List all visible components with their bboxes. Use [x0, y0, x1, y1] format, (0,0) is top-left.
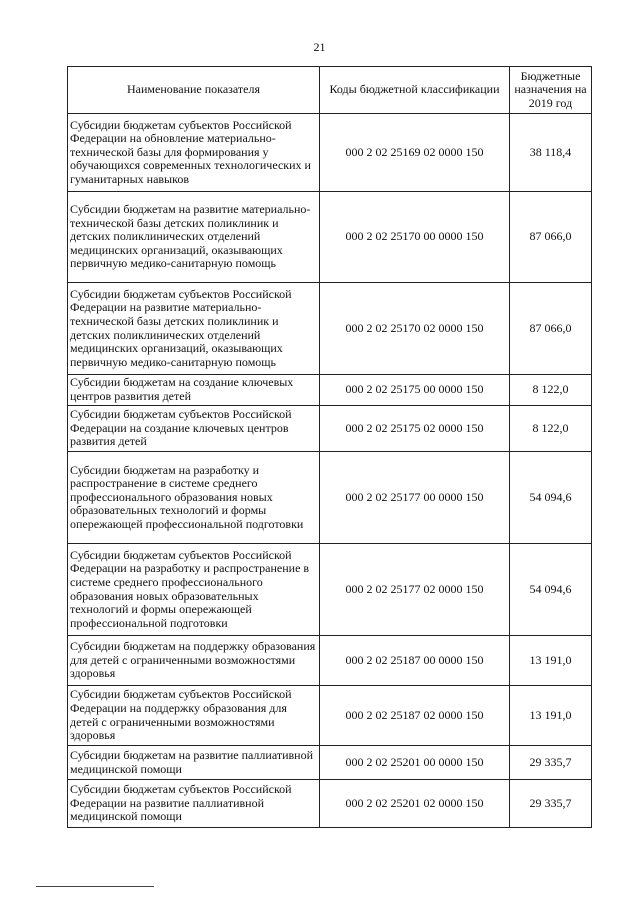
row-code: 000 2 02 25170 02 0000 150: [320, 283, 510, 375]
row-amount: 38 118,4: [510, 114, 592, 192]
row-amount: 87 066,0: [510, 283, 592, 375]
row-code: 000 2 02 25175 02 0000 150: [320, 406, 510, 452]
table-row: [68, 375, 592, 406]
row-name: Субсидии бюджетам субъектов Российской Федерации на развитие материально-технической базы детских поликлиник и детских поликлинических отделений медицинских организаций, оказывающих первичную медико-санитарную помощь: [68, 283, 320, 375]
row-amount: 8 122,0: [510, 406, 592, 452]
row-name: Субсидии бюджетам субъектов Российской Федерации на создание ключевых центров развития детей: [68, 406, 320, 452]
table-row: [68, 452, 592, 544]
row-name: Субсидии бюджетам субъектов Российской Федерации на развитие паллиативной медицинской помощи: [68, 780, 320, 828]
table-row: [68, 636, 592, 686]
row-code: 000 2 02 25187 02 0000 150: [320, 686, 510, 746]
row-name: Субсидии бюджетам субъектов Российской Федерации на поддержку образования для детей с ограниченными возможностями здоровья: [68, 686, 320, 746]
table-row: [68, 746, 592, 780]
header-code: Коды бюджетной классификации: [320, 67, 510, 114]
row-amount: 54 094,6: [510, 544, 592, 636]
row-amount: 8 122,0: [510, 375, 592, 406]
row-code: 000 2 02 25175 00 0000 150: [320, 375, 510, 406]
page-number: 21: [313, 40, 326, 54]
row-name: Субсидии бюджетам субъектов Российской Федерации на обновление материально-технической базы для формирования у обучающихся современных технологических и гуманитарных навыков: [68, 114, 320, 192]
row-amount: 54 094,6: [510, 452, 592, 544]
row-name: Субсидии бюджетам на развитие материально-технической базы детских поликлиник и детских поликлинических отделений медицинских организаций, оказывающих первичную медико-санитарную помощь: [68, 192, 320, 283]
row-code: 000 2 02 25201 00 0000 150: [320, 746, 510, 780]
table-row: [68, 686, 592, 746]
row-code: 000 2 02 25170 00 0000 150: [320, 192, 510, 283]
table-row: [68, 544, 592, 636]
table-row: [68, 114, 592, 192]
row-amount: 13 191,0: [510, 686, 592, 746]
budget-table: [67, 66, 592, 828]
row-code: 000 2 02 25169 02 0000 150: [320, 114, 510, 192]
row-code: 000 2 02 25177 00 0000 150: [320, 452, 510, 544]
table-header-row: [68, 67, 592, 114]
row-amount: 29 335,7: [510, 780, 592, 828]
row-code: 000 2 02 25187 00 0000 150: [320, 636, 510, 686]
footer-divider: [36, 886, 154, 887]
header-amount: Бюджетные назначения на 2019 год: [510, 67, 592, 114]
header-name: Наименование показателя: [68, 67, 320, 114]
row-name: Субсидии бюджетам на создание ключевых центров развития детей: [68, 375, 320, 406]
row-code: 000 2 02 25177 02 0000 150: [320, 544, 510, 636]
table-row: [68, 406, 592, 452]
table-row: [68, 192, 592, 283]
row-name: Субсидии бюджетам на поддержку образования для детей с ограниченными возможностями здоровья: [68, 636, 320, 686]
row-amount: 13 191,0: [510, 636, 592, 686]
table-row: [68, 283, 592, 375]
row-amount: 87 066,0: [510, 192, 592, 283]
row-name: Субсидии бюджетам субъектов Российской Федерации на разработку и распространение в системе среднего профессионального образования новых образовательных технологий и формы опережающей профессиональной подготовки: [68, 544, 320, 636]
row-name: Субсидии бюджетам на развитие паллиативной медицинской помощи: [68, 746, 320, 780]
table-row: [68, 780, 592, 828]
row-amount: 29 335,7: [510, 746, 592, 780]
row-name: Субсидии бюджетам на разработку и распространение в системе среднего профессионального образования новых образовательных технологий и формы опережающей профессиональной подготовки: [68, 452, 320, 544]
row-code: 000 2 02 25201 02 0000 150: [320, 780, 510, 828]
